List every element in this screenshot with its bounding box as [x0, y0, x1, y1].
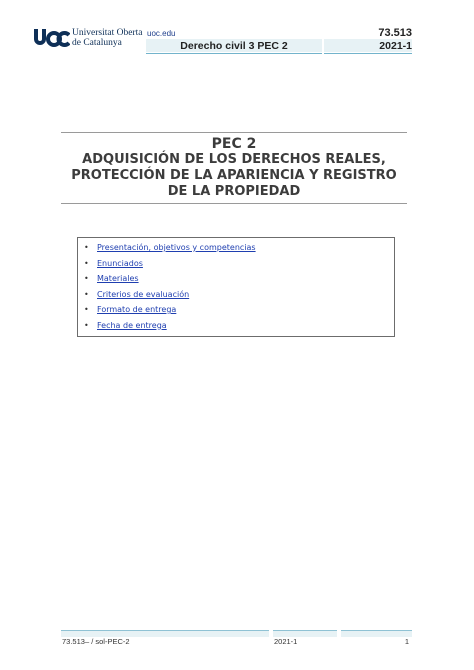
header-rule	[146, 53, 322, 54]
toc-item	[78, 289, 394, 305]
toc-link-fecha[interactable]: Fecha de entrega	[97, 320, 167, 330]
website-link[interactable]: uoc.edu	[147, 29, 176, 38]
toc-link-enunciados[interactable]: Enunciados	[97, 258, 143, 268]
toc-item	[78, 258, 394, 274]
toc-item	[78, 320, 394, 336]
bullet-icon: •	[84, 320, 89, 330]
title-line: DE LA PROPIEDAD	[167, 184, 301, 199]
title-line: PROTECCIÓN DE LA APARIENCIA Y REGISTRO	[71, 168, 397, 183]
toc-item	[78, 273, 394, 289]
toc-link-materiales[interactable]: Materiales	[97, 274, 139, 283]
toc-link-formato[interactable]: Formato de entrega	[97, 305, 177, 314]
footer-band	[341, 631, 412, 637]
title-bottom-rule	[61, 203, 407, 204]
bullet-icon: •	[84, 289, 89, 299]
footer-term: 2021-1	[274, 637, 298, 646]
pec-label: PEC 2	[211, 136, 257, 152]
bullet-icon: •	[84, 305, 89, 314]
bullet-icon: •	[84, 243, 89, 252]
page-number: 1	[404, 637, 409, 646]
bullet-icon: •	[84, 274, 89, 283]
footer-code: 73.513– / sol-PEC-2	[62, 637, 130, 646]
title-top-rule	[61, 132, 407, 133]
university-name	[72, 28, 142, 48]
header-title: Derecho civil 3 PEC 2	[180, 40, 288, 52]
toc-item	[78, 242, 394, 258]
toc-item	[78, 304, 394, 320]
university-line-2: de Catalunya	[72, 38, 122, 48]
title-line: ADQUISICIÓN DE LOS DERECHOS REALES,	[82, 152, 386, 167]
course-code: 73.513	[378, 27, 412, 39]
table-of-contents	[77, 237, 395, 337]
uoc-logo	[33, 27, 70, 49]
university-line-1: Universitat Oberta	[72, 28, 143, 38]
toc-link-criterios[interactable]: Criterios de evaluación	[97, 289, 190, 299]
toc-list	[78, 238, 394, 335]
header-term: 2021-1	[379, 40, 412, 52]
document-title	[61, 152, 407, 200]
bullet-icon: •	[84, 258, 89, 268]
header-rule	[324, 53, 412, 54]
toc-link-presentacion[interactable]: Presentación, objetivos y competencias	[97, 243, 256, 252]
